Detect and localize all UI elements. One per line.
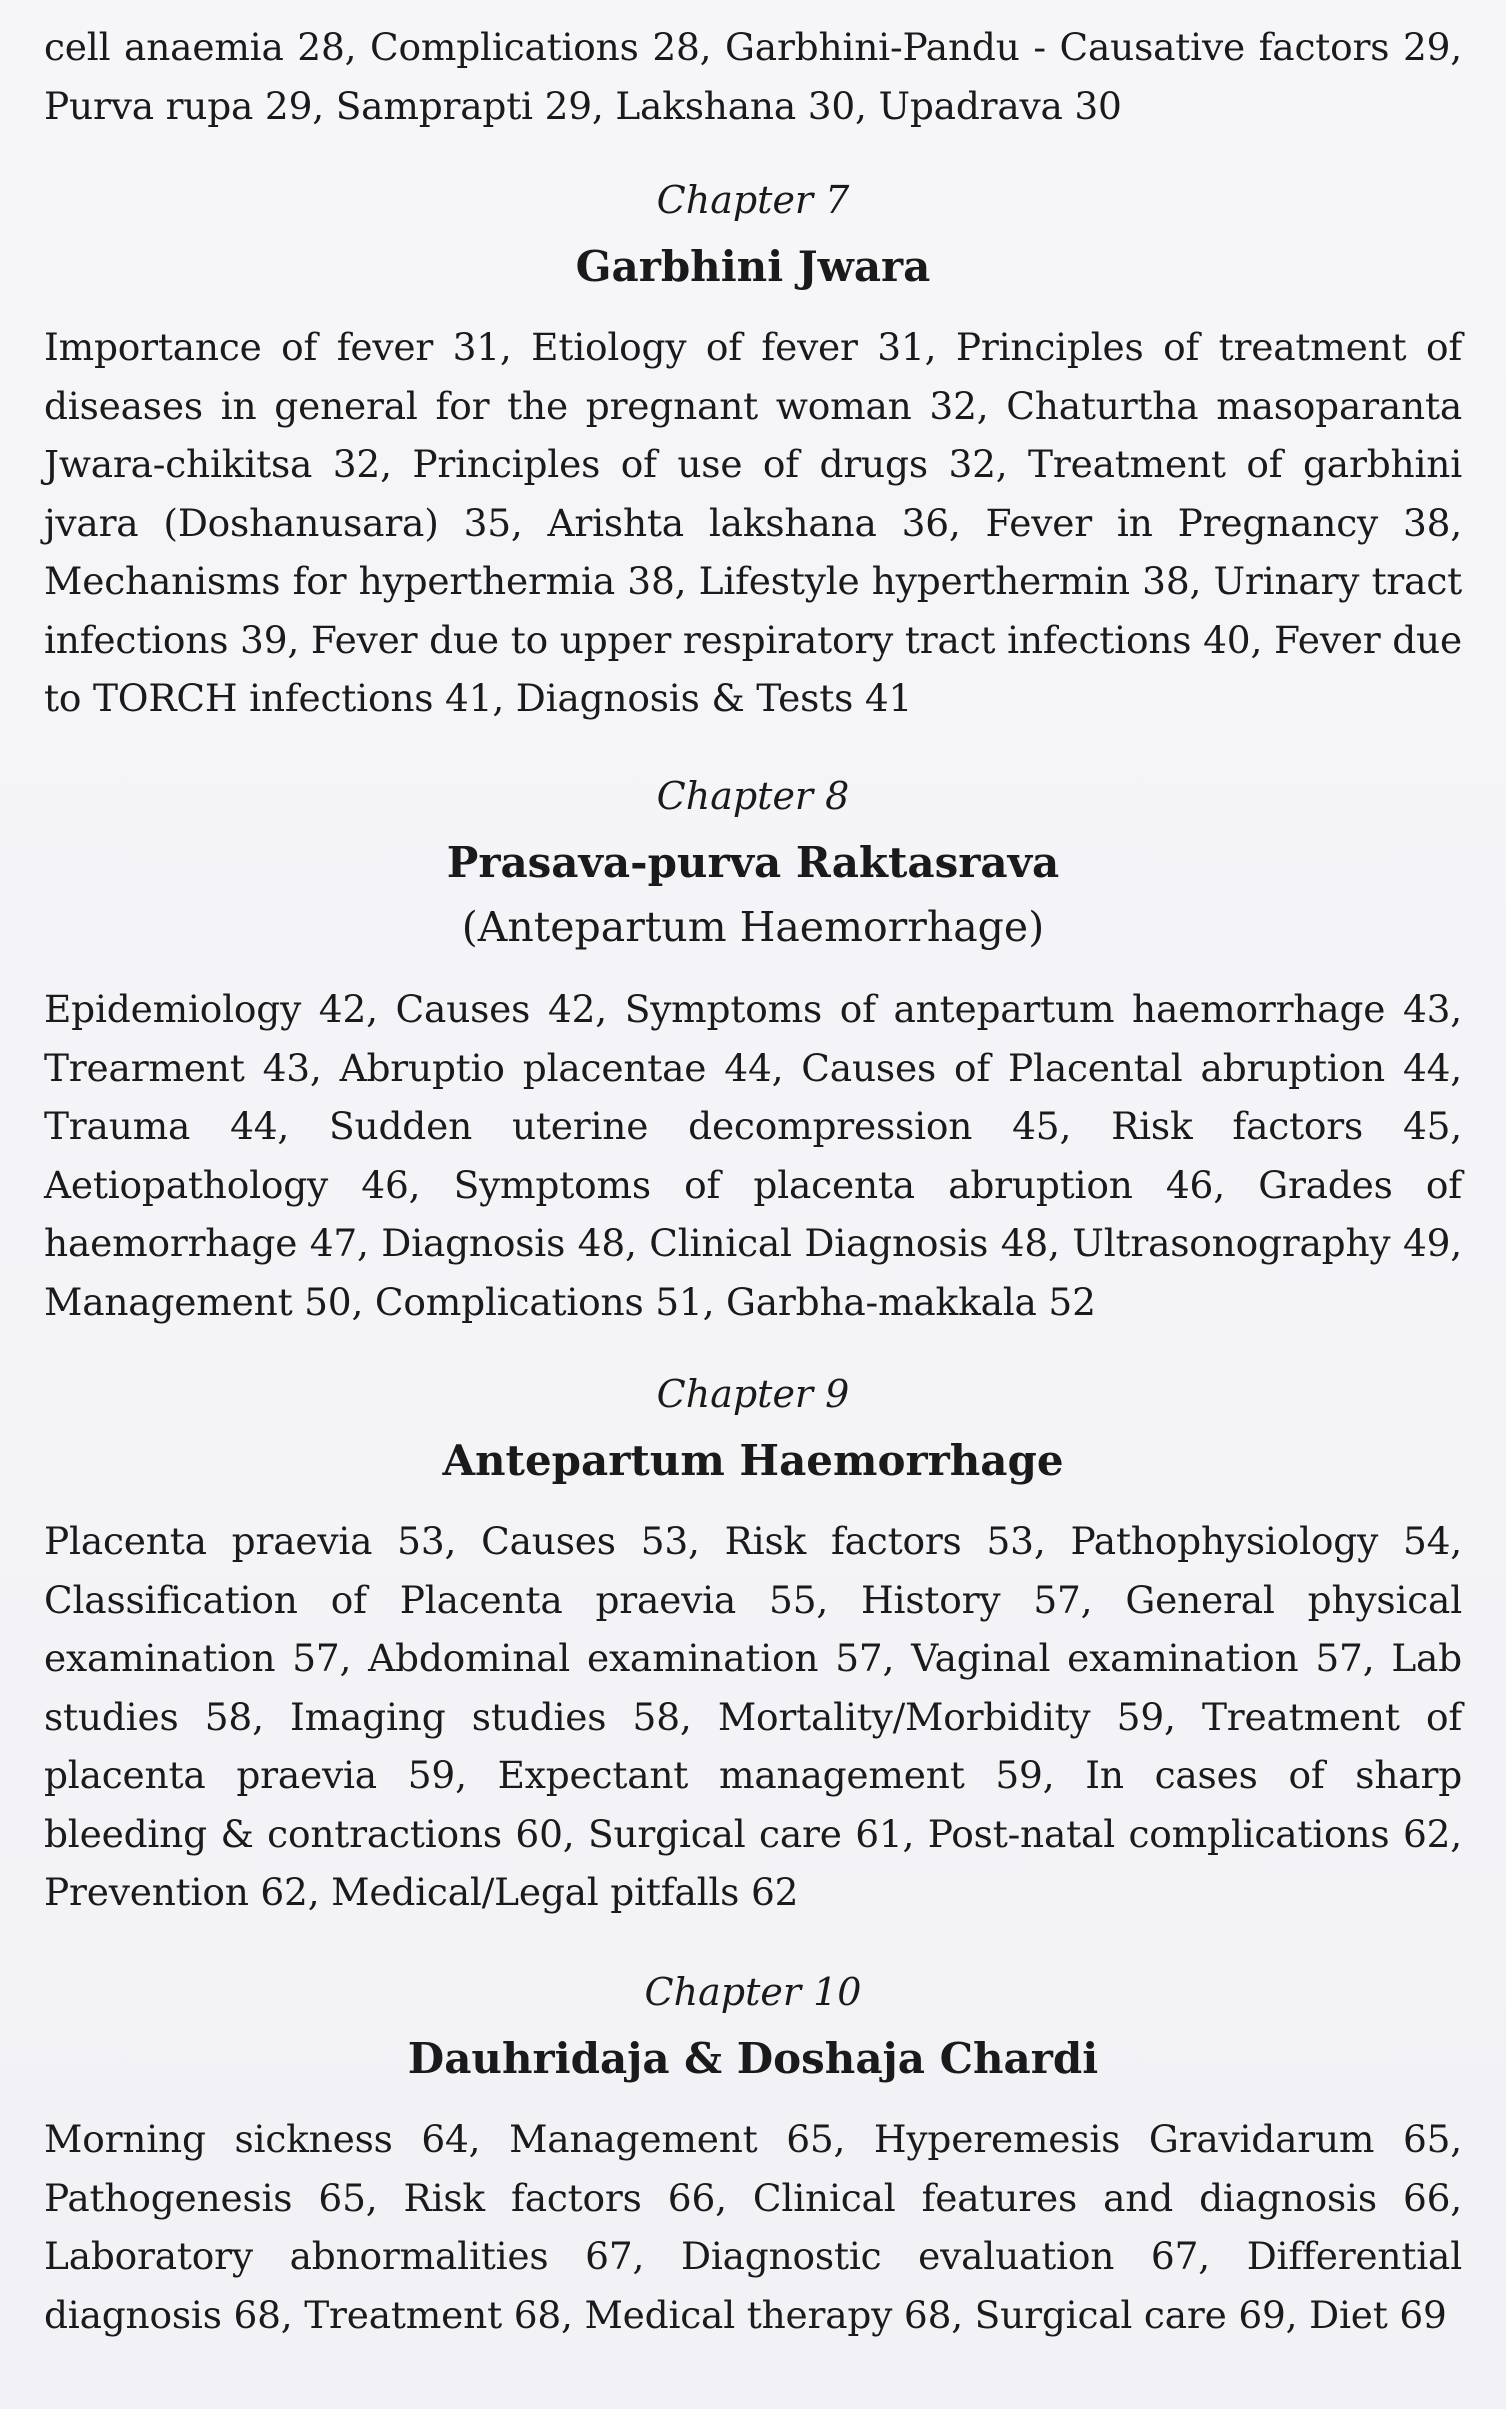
chapter-9-label: Chapter 9	[656, 1372, 850, 1416]
chapter-8-title: Prasava-purva Raktasrava	[446, 838, 1060, 887]
chapter-7-entries: Importance of fever 31, Etiology of fever 31, Principles of treatment of diseases in general for the pregnant woman 32, Chaturtha masoparanta Jwara-chikitsa 32, Principles of use of drugs 32, Treatment of garbhini jvara (Doshanusara) 35, Arishta lakshana 36, Fever in Pregnancy 38, Mechanisms for hyperthermia 38, Lifestyle hyperthermin 38, Urinary tract infections 39, Fever due to upper respiratory tract infections 40, Fever due to TORCH infections 41, Diagnosis & Tests 41	[44, 325, 1462, 720]
chapter-8-label: Chapter 8	[656, 774, 850, 818]
chapter-9-entries: Placenta praevia 53, Causes 53, Risk factors 53, Pathophysiology 54, Classification of Placenta praevia 55, History 57, General physical examination 57, Abdominal examination 57, Vaginal examination 57, Lab studies 58, Imaging studies 58, Mortality/Morbidity 59, Treatment of placenta praevia 59, Expectant management 59, In cases of sharp bleeding & contractions 60, Surgical care 61, Post-natal complications 62, Prevention 62, Medical/Legal pitfalls 62	[44, 1519, 1462, 1914]
chapter-10-label: Chapter 10	[644, 1970, 862, 2014]
chapter-10-entries: Morning sickness 64, Management 65, Hyperemesis Gravidarum 65, Pathogenesis 65, Risk factors 66, Clinical features and diagnosis 66, Laboratory abnormalities 67, Diagnostic evaluation 67, Differential diagnosis 68, Treatment 68, Medical therapy 68, Surgical care 69, Diet 69	[44, 2117, 1462, 2337]
chapter-10-title: Dauhridaja & Doshaja Chardi	[407, 2034, 1099, 2083]
chapter-8-entries: Epidemiology 42, Causes 42, Symptoms of antepartum haemorrhage 43, Trearment 43, Abruptio placentae 44, Causes of Placental abruption 44, Trauma 44, Sudden uterine decompression 45, Risk factors 45, Aetiopathology 46, Symptoms of placenta abruption 46, Grades of haemorrhage 47, Diagnosis 48, Clinical Diagnosis 48, Ultrasonography 49, Management 50, Complications 51, Garbha-makkala 52	[44, 987, 1462, 1324]
chapter-9-title: Antepartum Haemorrhage	[442, 1436, 1064, 1485]
intro-entries: cell anaemia 28, Complications 28, Garbhini-Pandu - Causative factors 29, Purva rupa 29, Samprapti 29, Lakshana 30, Upadrava 30	[44, 25, 1462, 128]
chapter-8-subtitle: (Antepartum Haemorrhage)	[461, 903, 1045, 951]
chapter-7-label: Chapter 7	[656, 178, 850, 222]
chapter-7-title: Garbhini Jwara	[575, 242, 931, 291]
